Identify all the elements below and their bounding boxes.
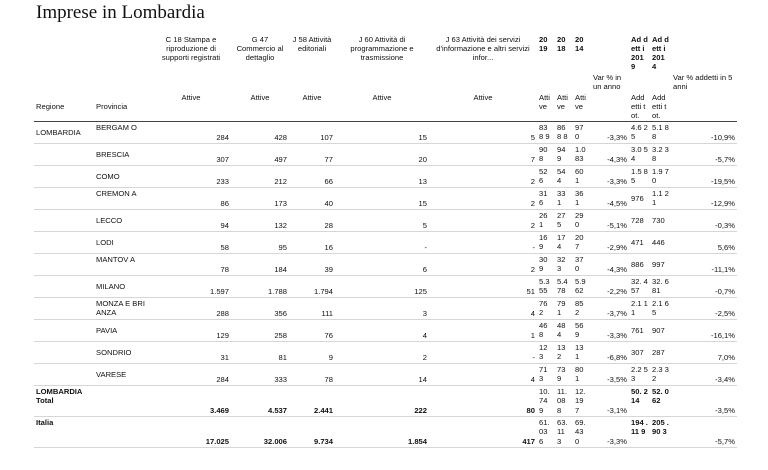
cell-var-anno: -3,1% xyxy=(607,406,627,416)
cell-regione xyxy=(34,364,94,386)
cell-j58: 66 xyxy=(324,177,333,187)
cell-2019: 52 6 xyxy=(539,167,548,186)
cell-addetti-2019: 4.6 25 xyxy=(631,123,648,142)
cell-addetti-2019: 728 xyxy=(631,216,644,226)
cell-2018: 17 4 xyxy=(557,233,566,252)
header-j58: J 58 Attività editoriali xyxy=(292,35,332,54)
cell-2014: 80 1 xyxy=(575,365,584,384)
header-g47: G 47 Commercio al dettaglio xyxy=(236,35,284,63)
cell-j63: 4 xyxy=(530,375,535,385)
cell-addetti-2019: 2.1 11 xyxy=(631,299,648,318)
subheader-row xyxy=(34,92,737,122)
cell-addetti-2014: 2.3 32 xyxy=(652,365,669,384)
cell-var-5-anni: -3,5% xyxy=(715,406,735,416)
cell-j63: 2 xyxy=(530,265,535,275)
cell-provincia: CREMON A xyxy=(96,189,137,199)
cell-g47: 4.537 xyxy=(267,406,287,416)
cell-c18: 94 xyxy=(220,221,229,231)
cell-c18: 78 xyxy=(220,265,229,275)
cell-2014: 20 7 xyxy=(575,233,584,252)
cell-j60: 15 xyxy=(418,199,427,209)
cell-j60: 222 xyxy=(414,406,427,416)
cell-provincia: MONZA E BRIANZA xyxy=(96,299,145,318)
cell-j63: 51 xyxy=(526,287,535,297)
cell-addetti-2014: 52. 062 xyxy=(652,387,669,406)
cell-j58: 107 xyxy=(320,133,333,143)
page-title: Imprese in Lombardia xyxy=(36,2,205,23)
cell-var-5-anni: -0,3% xyxy=(715,221,735,231)
cell-j60: 1.854 xyxy=(407,437,427,447)
cell-regione xyxy=(34,298,94,320)
cell-2019: 76 2 xyxy=(539,299,548,318)
cell-c18: 307 xyxy=(216,155,229,165)
cell-j63: 2 xyxy=(530,177,535,187)
cell-j63: 1 xyxy=(530,331,535,341)
cell-g47: 428 xyxy=(274,133,287,143)
cell-g47: 184 xyxy=(274,265,287,275)
cell-var-anno: -2,9% xyxy=(607,243,627,253)
cell-2014: 37 0 xyxy=(575,255,584,274)
cell-addetti-2014: 446 xyxy=(652,238,665,248)
cell-2019: 26 1 xyxy=(539,211,548,230)
cell-var-5-anni: -3,4% xyxy=(715,375,735,385)
cell-j60: 2 xyxy=(422,353,427,363)
cell-provincia xyxy=(94,417,151,448)
cell-2014: 13 1 xyxy=(575,343,584,362)
header-c18: C 18 Stampa e riproduzione di supporti registrati xyxy=(161,35,221,63)
cell-g47: 356 xyxy=(274,309,287,319)
cell-2014: 97 0 xyxy=(575,123,584,142)
cell-addetti-2019: 3.0 54 xyxy=(631,145,648,164)
cell-addetti-2014: 287 xyxy=(652,348,665,358)
table-row xyxy=(34,122,737,144)
cell-addetti-2014: 32. 681 xyxy=(652,277,669,296)
cell-regione xyxy=(34,144,94,166)
cell-j58: 16 xyxy=(324,243,333,253)
cell-var-5-anni: -2,5% xyxy=(715,309,735,319)
header-empty xyxy=(94,34,151,92)
cell-addetti-2014: 3.2 38 xyxy=(652,145,669,164)
cell-total-label: LOMBARDIA Total xyxy=(36,387,83,406)
header-addetti-2014: Ad dett i 201 4 xyxy=(652,35,669,72)
cell-2018: 79 1 xyxy=(557,299,566,318)
cell-g47: 212 xyxy=(274,177,287,187)
cell-addetti-2014: 997 xyxy=(652,260,665,270)
cell-2018: 73 9 xyxy=(557,365,566,384)
cell-provincia: COMO xyxy=(96,172,120,182)
cell-g47: 32.006 xyxy=(263,437,287,447)
cell-2019: 30 9 xyxy=(539,255,548,274)
cell-var-5-anni: 5,6% xyxy=(717,243,735,253)
table-row xyxy=(34,144,737,166)
cell-regione xyxy=(34,342,94,364)
cell-g47: 1.788 xyxy=(267,287,287,297)
cell-addetti-2019: 1.5 85 xyxy=(631,167,648,186)
header-var-5-anni: Var % addetti in 5 anni xyxy=(673,72,733,91)
cell-addetti-2014: 730 xyxy=(652,216,665,226)
cell-j63: - xyxy=(532,243,535,253)
cell-addetti-2019: 761 xyxy=(631,326,644,336)
cell-var-anno: -2,2% xyxy=(607,287,627,297)
cell-c18: 3.469 xyxy=(209,406,229,416)
cell-var-5-anni: -12,9% xyxy=(710,199,735,209)
cell-2018: 11. 08 8 xyxy=(557,387,567,415)
cell-j63: 417 xyxy=(522,437,535,447)
subheader-attive-short: Atti ve xyxy=(573,92,591,122)
header-row xyxy=(34,34,737,92)
cell-j58: 78 xyxy=(324,375,333,385)
cell-j63: 5 xyxy=(530,133,535,143)
cell-g47: 497 xyxy=(274,155,287,165)
cell-addetti-2014: 1.1 21 xyxy=(652,189,669,208)
cell-c18: 1.597 xyxy=(209,287,229,297)
cell-j60: 4 xyxy=(422,331,427,341)
cell-var-anno: -3,3% xyxy=(607,437,627,447)
cell-2014: 12. 19 7 xyxy=(575,387,586,415)
cell-var-anno: -4,3% xyxy=(607,155,627,165)
cell-2014: 5.9 62 xyxy=(575,277,586,296)
cell-regione xyxy=(34,320,94,342)
subheader-addetti-tot: Add etti tot. xyxy=(629,92,650,122)
cell-2018: 54 4 xyxy=(557,167,566,186)
cell-provincia: MANTOV A xyxy=(96,255,136,265)
cell-var-anno: -3,7% xyxy=(607,309,627,319)
cell-var-anno: -3,3% xyxy=(607,177,627,187)
cell-provincia: BRESCIA xyxy=(96,150,130,160)
cell-j58: 2.441 xyxy=(313,406,333,416)
cell-addetti-2014: 2.1 65 xyxy=(652,299,669,318)
cell-var-5-anni: -10,9% xyxy=(710,133,735,143)
cell-addetti-2019: 194 .11 9 xyxy=(631,418,648,437)
subheader-attive: Attive xyxy=(289,92,335,122)
header-j63: J 63 Attività dei servizi d'informazione e altri servizi infor... xyxy=(436,35,530,63)
cell-provincia: LODI xyxy=(96,238,114,248)
cell-2014: 36 1 xyxy=(575,189,584,208)
table-row xyxy=(34,188,737,210)
cell-j60: - xyxy=(424,243,427,253)
subheader-attive: Attive xyxy=(335,92,429,122)
cell-j63: - xyxy=(532,353,535,363)
subheader-attive-short: Atti ve xyxy=(555,92,573,122)
cell-j60: 14 xyxy=(418,375,427,385)
subheader-attive: Attive xyxy=(151,92,231,122)
cell-2018: 13 2 xyxy=(557,343,566,362)
cell-j63: 80 xyxy=(526,406,535,416)
header-regione: Regione xyxy=(34,92,94,122)
cell-total-label: Italia xyxy=(36,418,54,428)
subheader-empty xyxy=(591,92,629,122)
table-row xyxy=(34,254,737,276)
cell-2019: 10. 74 9 xyxy=(539,387,550,415)
cell-addetti-2014: 5.1 88 xyxy=(652,123,669,142)
table-row xyxy=(34,210,737,232)
header-j60: J 60 Attività di programmazione e trasmissione xyxy=(350,35,414,63)
cell-c18: 284 xyxy=(216,375,229,385)
table-row xyxy=(34,298,737,320)
cell-regione xyxy=(34,232,94,254)
cell-j63: 2 xyxy=(530,221,535,231)
cell-provincia: VARESE xyxy=(96,370,127,380)
cell-addetti-2019: 32. 457 xyxy=(631,277,648,296)
cell-addetti-2019: 307 xyxy=(631,348,644,358)
cell-j58: 1.794 xyxy=(313,287,333,297)
header-empty xyxy=(34,34,94,92)
data-table xyxy=(34,34,737,448)
cell-var-5-anni: -11,1% xyxy=(711,265,735,275)
cell-regione xyxy=(34,210,94,232)
cell-c18: 17.025 xyxy=(205,437,229,447)
cell-addetti-2019: 50. 214 xyxy=(631,387,648,406)
cell-regione: LOMBARDIA xyxy=(36,128,81,138)
cell-provincia: MILANO xyxy=(96,282,126,292)
cell-j63: 7 xyxy=(530,155,535,165)
cell-2019: 90 8 xyxy=(539,145,548,164)
cell-j58: 111 xyxy=(321,309,333,319)
subheader-empty xyxy=(671,92,737,122)
cell-var-anno: -6,8% xyxy=(607,353,627,363)
cell-2018: 86 8 8 xyxy=(557,123,568,142)
cell-var-anno: -3,3% xyxy=(607,331,627,341)
cell-2014: 69. 43 0 xyxy=(575,418,586,446)
cell-j58: 77 xyxy=(324,155,333,165)
header-addetti-2019: Ad dett i 201 9 xyxy=(631,35,648,72)
cell-provincia: SONDRIO xyxy=(96,348,132,358)
cell-j60: 13 xyxy=(418,177,427,187)
cell-j63: 2 xyxy=(530,199,535,209)
cell-c18: 284 xyxy=(216,133,229,143)
cell-var-anno: -4,3% xyxy=(607,265,627,275)
cell-addetti-2019: 2.2 53 xyxy=(631,365,648,384)
cell-2019: 31 6 xyxy=(539,189,548,208)
cell-c18: 31 xyxy=(220,353,229,363)
cell-regione xyxy=(34,254,94,276)
header-year-2018: 20 18 xyxy=(557,35,566,54)
total-row xyxy=(34,386,737,417)
cell-c18: 233 xyxy=(216,177,229,187)
cell-var-5-anni: -16,1% xyxy=(710,331,735,341)
cell-j58: 76 xyxy=(324,331,333,341)
table-row xyxy=(34,166,737,188)
cell-c18: 58 xyxy=(220,243,229,253)
cell-2014: 29 0 xyxy=(575,211,584,230)
cell-regione xyxy=(34,188,94,210)
cell-var-5-anni: -5,7% xyxy=(715,437,735,447)
cell-2018: 5.4 78 xyxy=(557,277,568,296)
cell-j60: 15 xyxy=(418,133,427,143)
cell-j60: 125 xyxy=(414,287,427,297)
cell-var-anno: -5,1% xyxy=(607,221,627,231)
cell-g47: 81 xyxy=(278,353,287,363)
cell-addetti-2019: 976 xyxy=(631,194,644,204)
cell-addetti-2019: 886 xyxy=(631,260,644,270)
total-row xyxy=(34,417,737,448)
cell-c18: 86 xyxy=(220,199,229,209)
cell-j58: 28 xyxy=(324,221,333,231)
cell-2018: 27 5 xyxy=(557,211,566,230)
cell-j60: 3 xyxy=(422,309,427,319)
cell-var-anno: -3,5% xyxy=(607,375,627,385)
cell-c18: 129 xyxy=(216,331,229,341)
cell-provincia: PAVIA xyxy=(96,326,118,336)
cell-2019: 5.3 55 xyxy=(539,277,550,296)
cell-2014: 60 1 xyxy=(575,167,584,186)
cell-j58: 39 xyxy=(324,265,333,275)
cell-2018: 33 1 xyxy=(557,189,566,208)
cell-j58: 9.734 xyxy=(313,437,333,447)
cell-var-5-anni: -19,5% xyxy=(710,177,735,187)
table-row xyxy=(34,342,737,364)
cell-j63: 4 xyxy=(530,309,535,319)
header-provincia: Provincia xyxy=(94,92,151,122)
header-year-2014: 20 14 xyxy=(575,35,584,54)
cell-var-5-anni: -0,7% xyxy=(715,287,735,297)
cell-addetti-2019: 471 xyxy=(631,238,644,248)
table-row xyxy=(34,276,737,298)
cell-g47: 333 xyxy=(274,375,287,385)
cell-g47: 258 xyxy=(274,331,287,341)
cell-2018: 63. 11 3 xyxy=(557,418,568,446)
cell-2019: 16 9 xyxy=(539,233,548,252)
cell-2019: 12 3 xyxy=(539,343,548,362)
cell-g47: 132 xyxy=(274,221,287,231)
cell-j60: 6 xyxy=(422,265,427,275)
subheader-attive-short: Atti ve xyxy=(537,92,555,122)
cell-j58: 40 xyxy=(324,199,333,209)
table-row xyxy=(34,320,737,342)
cell-regione xyxy=(34,276,94,298)
cell-2019: 83 8 9 xyxy=(539,123,550,142)
cell-c18: 288 xyxy=(216,309,229,319)
cell-j60: 5 xyxy=(422,221,427,231)
cell-j60: 20 xyxy=(418,155,427,165)
cell-2018: 32 3 xyxy=(557,255,566,274)
subheader-attive: Attive xyxy=(429,92,537,122)
cell-provincia xyxy=(94,386,151,417)
cell-2019: 71 3 xyxy=(539,365,548,384)
table-row xyxy=(34,232,737,254)
cell-addetti-2014: 205 .90 3 xyxy=(652,418,669,437)
cell-2014: 56 9 xyxy=(575,321,584,340)
cell-provincia: LECCO xyxy=(96,216,123,226)
cell-var-anno: -4,5% xyxy=(607,199,627,209)
cell-2014: 1.0 83 xyxy=(575,145,586,164)
cell-regione xyxy=(34,166,94,188)
cell-2018: 94 9 xyxy=(557,145,566,164)
cell-2018: 48 4 xyxy=(557,321,566,340)
cell-2019: 46 8 xyxy=(539,321,548,340)
cell-var-5-anni: -5,7% xyxy=(715,155,735,165)
cell-var-5-anni: 7,0% xyxy=(717,353,735,363)
table-row xyxy=(34,364,737,386)
header-year-2019: 20 19 xyxy=(539,35,548,54)
cell-addetti-2014: 907 xyxy=(652,326,665,336)
subheader-addetti-tot: Add etti tot. xyxy=(650,92,671,122)
cell-j58: 9 xyxy=(328,353,333,363)
cell-2014: 85 2 xyxy=(575,299,584,318)
subheader-attive: Attive xyxy=(231,92,289,122)
cell-2019: 61. 03 6 xyxy=(539,418,550,446)
cell-addetti-2014: 1.9 70 xyxy=(652,167,669,186)
cell-g47: 173 xyxy=(274,199,287,209)
cell-g47: 95 xyxy=(278,243,287,253)
cell-provincia: BERGAM O xyxy=(96,123,137,133)
cell-var-anno: -3,3% xyxy=(607,133,627,143)
header-var-anno: Var % in un anno xyxy=(593,72,622,91)
